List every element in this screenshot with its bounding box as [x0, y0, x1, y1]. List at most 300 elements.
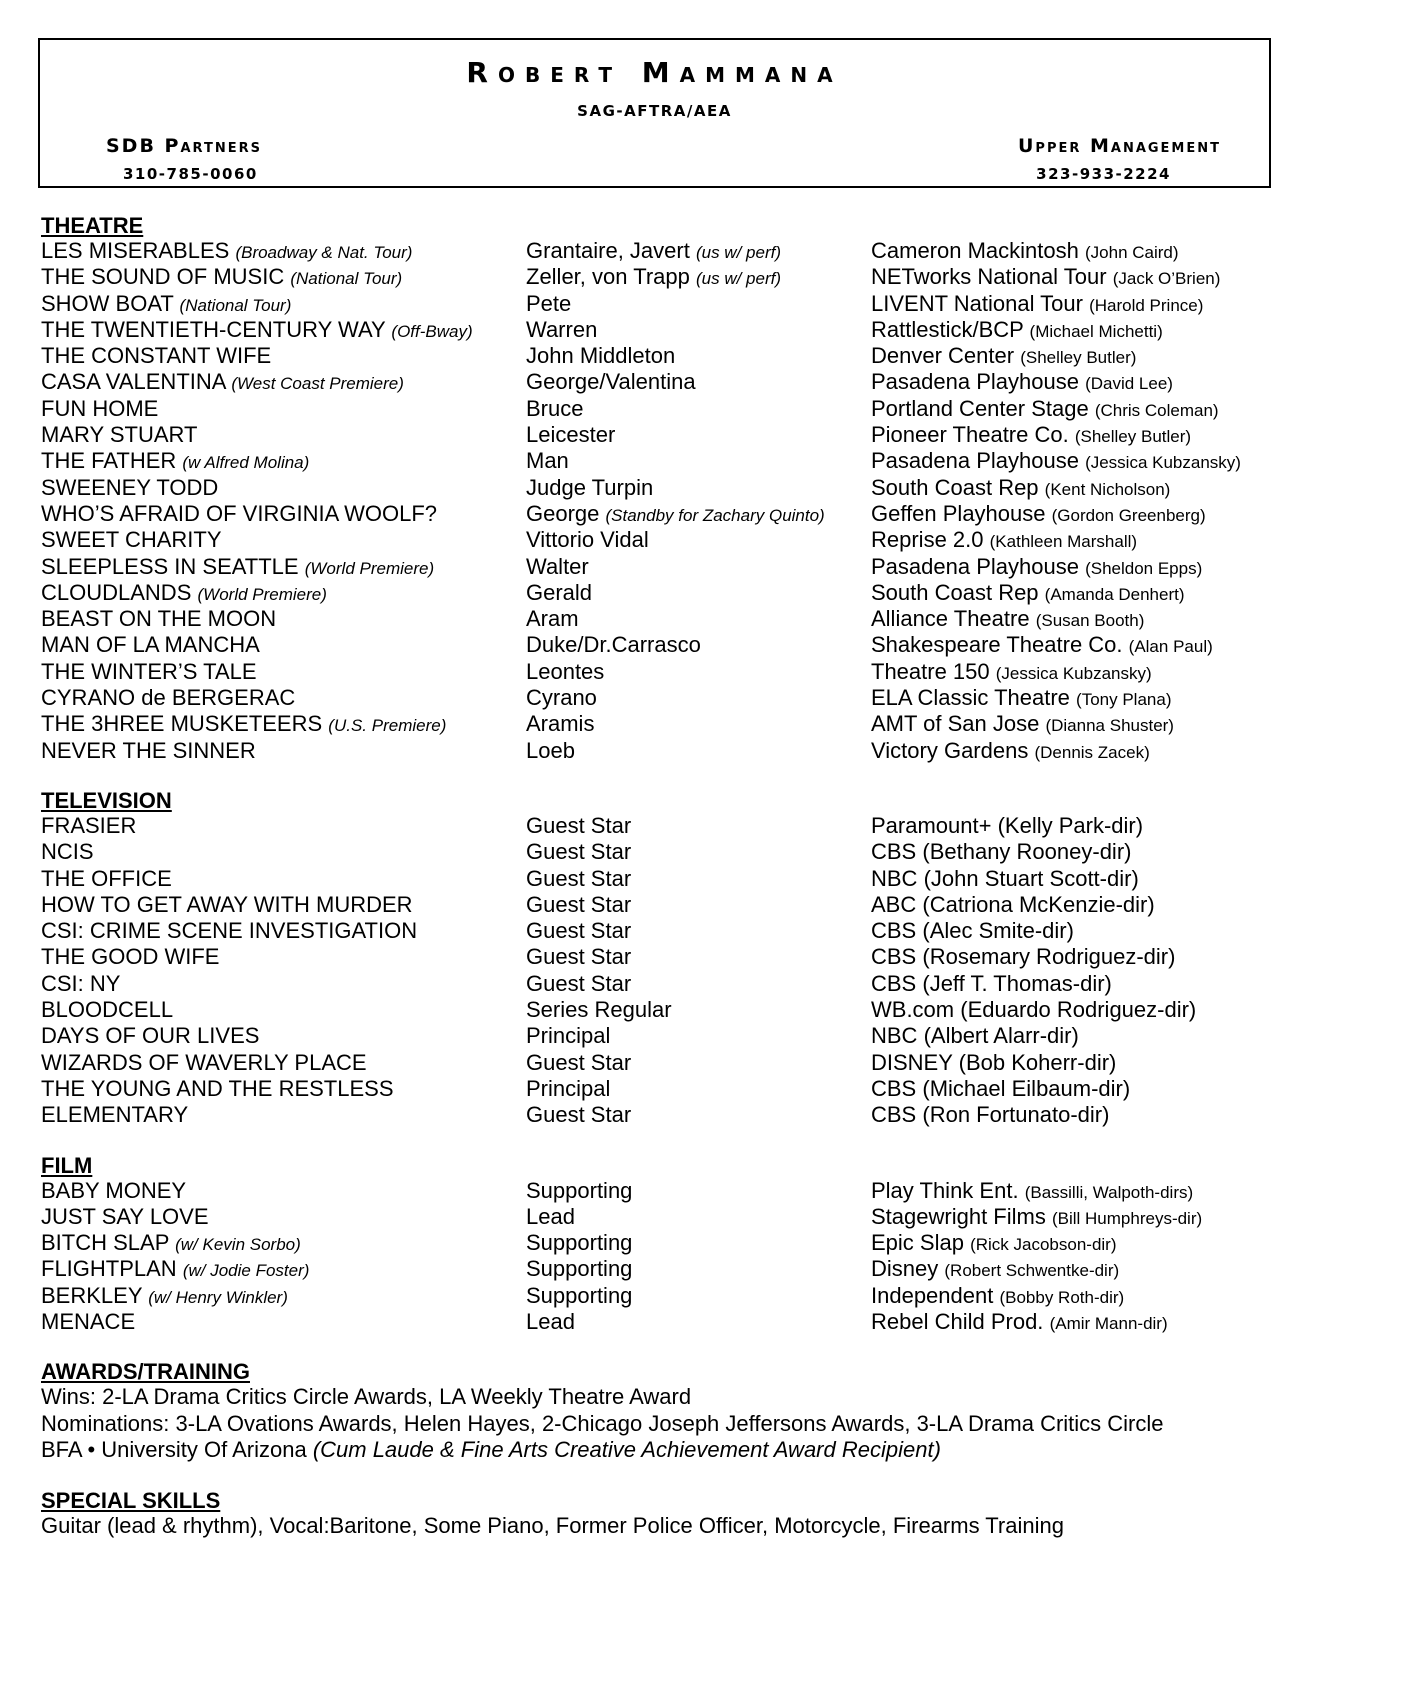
network-name: CBS — [871, 1075, 917, 1101]
show-title: DAYS OF OUR LIVES — [41, 1023, 260, 1049]
film-row — [41, 1178, 1281, 1204]
network-name: NBC — [871, 865, 918, 891]
theatre-row — [41, 501, 1281, 527]
union-affiliations: SAG-AFTRA/AEA — [577, 102, 732, 120]
awards-section — [41, 1359, 1281, 1464]
production-title: THE CONSTANT WIFE — [41, 343, 272, 369]
venue-name: ELA Classic Theatre — [871, 685, 1070, 711]
theatre-row — [41, 369, 1281, 395]
production-cell — [41, 422, 197, 448]
production-title: THE TWENTIETH-CENTURY WAY — [41, 316, 386, 342]
network-name: CBS — [871, 839, 917, 865]
role-cell — [526, 971, 631, 997]
production-title: WHO’S AFRAID OF VIRGINIA WOOLF? — [41, 500, 438, 526]
studio-name: Epic Slap — [871, 1230, 964, 1256]
theatre-row — [41, 554, 1281, 580]
role-cell — [526, 606, 579, 632]
studio-cell — [871, 1283, 1124, 1311]
production-cell — [41, 659, 257, 685]
theatre-row — [41, 448, 1281, 474]
film-note: (w/ Henry Winkler) — [148, 1287, 288, 1307]
role-cell — [526, 1230, 632, 1256]
role-name: Man — [526, 448, 569, 474]
production-title: THE 3HREE MUSKETEERS — [41, 711, 323, 737]
studio-cell — [871, 1230, 1117, 1258]
role-name: Guest Star — [526, 1102, 632, 1128]
production-title: SWEENEY TODD — [41, 474, 219, 500]
director-name: (Jessica Kubzansky) — [995, 663, 1152, 683]
network-cell — [871, 892, 1155, 918]
show-title: THE YOUNG AND THE RESTLESS — [41, 1075, 394, 1101]
venue-cell — [871, 448, 1241, 476]
production-note: (U.S. Premiere) — [328, 716, 447, 736]
network-cell — [871, 944, 1175, 970]
role-name: Supporting — [526, 1256, 633, 1282]
role-cell — [526, 291, 571, 317]
production-cell — [41, 580, 327, 608]
role-note: (us w/ perf) — [695, 243, 781, 262]
production-title: CYRANO de BERGERAC — [41, 685, 296, 711]
network-cell — [871, 1050, 1116, 1076]
theatre-row — [41, 343, 1281, 369]
show-cell — [41, 971, 120, 997]
director-name: (Rick Jacobson-dir) — [970, 1235, 1117, 1255]
show-title: FRASIER — [41, 812, 137, 838]
skills-heading: SPECIAL SKILLS — [41, 1487, 221, 1513]
venue-name: Reprise 2.0 — [871, 527, 984, 553]
show-title: NCIS — [41, 839, 94, 865]
role-name: Pete — [526, 290, 572, 316]
venue-cell — [871, 527, 1137, 555]
television-row — [41, 997, 1281, 1023]
role-cell — [526, 396, 583, 422]
director-name: (Bethany Rooney-dir) — [922, 839, 1132, 865]
role-cell — [526, 1050, 631, 1076]
production-note: (National Tour) — [179, 295, 292, 315]
resume-header — [38, 38, 1271, 188]
director-name: (Jessica Kubzansky) — [1085, 453, 1241, 473]
role-cell — [526, 659, 604, 685]
role-cell — [526, 501, 825, 529]
theatre-row — [41, 632, 1281, 658]
production-note: (World Premiere) — [197, 584, 327, 604]
production-title: THE WINTER’S TALE — [41, 658, 257, 684]
studio-cell — [871, 1256, 1119, 1284]
director-name: (David Lee) — [1085, 374, 1173, 394]
venue-cell — [871, 343, 1136, 371]
director-name: (Gordon Greenberg) — [1051, 505, 1206, 525]
film-cell — [41, 1309, 135, 1335]
role-cell — [526, 866, 631, 892]
role-name: Guest Star — [526, 944, 632, 970]
production-cell — [41, 711, 446, 739]
network-name: DISNEY — [871, 1049, 953, 1075]
role-cell — [526, 264, 781, 292]
production-title: SWEET CHARITY — [41, 527, 222, 553]
role-cell — [526, 317, 597, 343]
role-cell — [526, 238, 781, 266]
production-title: CASA VALENTINA — [41, 369, 226, 395]
network-cell — [871, 997, 1196, 1023]
venue-cell — [871, 475, 1170, 503]
role-name: Principal — [526, 1023, 611, 1049]
role-name: Guest Star — [526, 970, 632, 996]
director-name: (Catriona McKenzie-dir) — [922, 891, 1155, 917]
role-cell — [526, 343, 675, 369]
show-title: CSI: CRIME SCENE INVESTIGATION — [41, 918, 418, 944]
role-name: Guest Star — [526, 839, 632, 865]
show-title: CSI: NY — [41, 970, 121, 996]
production-title: THE SOUND OF MUSIC — [41, 264, 285, 290]
film-title: BITCH SLAP — [41, 1230, 169, 1256]
film-title: FLIGHTPLAN — [41, 1256, 177, 1282]
studio-name: Independent — [871, 1282, 994, 1308]
network-cell — [871, 1076, 1130, 1102]
role-name: Cyrano — [526, 685, 597, 711]
theatre-heading: THEATRE — [41, 213, 144, 238]
film-cell — [41, 1256, 309, 1284]
role-name: Walter — [526, 553, 589, 579]
venue-name: Portland Center Stage — [871, 395, 1089, 421]
production-title: CLOUDLANDS — [41, 579, 192, 605]
theatre-row — [41, 738, 1281, 764]
show-cell — [41, 1102, 188, 1128]
television-row — [41, 918, 1281, 944]
director-name: (Dennis Zacek) — [1034, 742, 1150, 762]
theatre-row — [41, 317, 1281, 343]
show-cell — [41, 1050, 367, 1076]
management-phone: 323-933-2224 — [1036, 165, 1171, 183]
television-row — [41, 1050, 1281, 1076]
show-cell — [41, 813, 136, 839]
theatre-row — [41, 396, 1281, 422]
theatre-row — [41, 685, 1281, 711]
education-line — [41, 1437, 1281, 1464]
venue-name: Alliance Theatre — [871, 606, 1030, 632]
film-note: (w/ Kevin Sorbo) — [175, 1235, 301, 1255]
television-credits — [41, 813, 1281, 1129]
director-name: (Shelley Butler) — [1074, 427, 1192, 447]
television-row — [41, 813, 1281, 839]
production-title: SLEEPLESS IN SEATTLE — [41, 553, 299, 579]
role-name: John Middleton — [526, 343, 676, 369]
television-heading: TELEVISION — [41, 787, 172, 813]
television-row — [41, 944, 1281, 970]
venue-name: Pasadena Playhouse — [871, 369, 1079, 395]
venue-name: AMT of San Jose — [871, 711, 1040, 737]
film-cell — [41, 1283, 288, 1311]
production-cell — [41, 632, 260, 658]
studio-cell — [871, 1309, 1168, 1337]
role-name: Guest Star — [526, 812, 632, 838]
show-cell — [41, 997, 173, 1023]
director-name: (Harold Prince) — [1089, 295, 1204, 315]
role-name: Judge Turpin — [526, 474, 654, 500]
studio-cell — [871, 1204, 1202, 1232]
network-cell — [871, 813, 1143, 839]
role-name: Gerald — [526, 579, 593, 605]
film-title: BABY MONEY — [41, 1177, 187, 1203]
film-cell — [41, 1178, 186, 1204]
director-name: (Albert Alarr-dir) — [923, 1023, 1079, 1049]
production-note: (w Alfred Molina) — [182, 453, 310, 473]
director-name: (Alec Smite-dir) — [922, 918, 1074, 944]
production-title: NEVER THE SINNER — [41, 737, 256, 763]
production-cell — [41, 291, 291, 319]
role-name: Grantaire, Javert — [526, 238, 690, 263]
production-title: SHOW BOAT — [41, 290, 174, 316]
television-row — [41, 839, 1281, 865]
production-cell — [41, 738, 256, 764]
role-cell — [526, 475, 653, 501]
role-cell — [526, 632, 701, 658]
production-cell — [41, 264, 402, 292]
network-name: CBS — [871, 970, 917, 996]
venue-name: Pioneer Theatre Co. — [871, 422, 1069, 448]
role-cell — [526, 448, 569, 474]
film-title: MENACE — [41, 1308, 136, 1334]
production-cell — [41, 396, 158, 422]
role-cell — [526, 685, 597, 711]
film-row — [41, 1230, 1281, 1256]
theatre-row — [41, 606, 1281, 632]
venue-name: Theatre 150 — [871, 658, 990, 684]
venue-cell — [871, 580, 1185, 608]
venue-cell — [871, 291, 1203, 319]
role-cell — [526, 1102, 631, 1128]
role-cell — [526, 892, 631, 918]
director-name: (Michael Eilbaum-dir) — [922, 1075, 1131, 1101]
network-name: CBS — [871, 944, 917, 970]
role-name: Lead — [526, 1203, 575, 1229]
venue-cell — [871, 238, 1179, 266]
director-name: (Jack O’Brien) — [1112, 269, 1221, 289]
role-name: Series Regular — [526, 997, 672, 1023]
theatre-row — [41, 580, 1281, 606]
production-cell — [41, 685, 295, 711]
studio-name: Stagewright Films — [871, 1203, 1046, 1229]
role-cell — [526, 944, 631, 970]
film-title: BERKLEY — [41, 1282, 143, 1308]
film-title: JUST SAY LOVE — [41, 1203, 209, 1229]
show-cell — [41, 944, 219, 970]
director-name: (Robert Schwentke-dir) — [944, 1261, 1120, 1281]
role-name: Aramis — [526, 711, 595, 737]
venue-cell — [871, 422, 1191, 450]
network-cell — [871, 971, 1112, 997]
role-cell — [526, 918, 631, 944]
director-name: (Eduardo Rodriguez-dir) — [960, 997, 1197, 1023]
show-title: ELEMENTARY — [41, 1102, 189, 1128]
film-row — [41, 1283, 1281, 1309]
show-title: THE GOOD WIFE — [41, 944, 220, 970]
venue-name: Pasadena Playhouse — [871, 553, 1079, 579]
production-cell — [41, 475, 218, 501]
network-cell — [871, 918, 1074, 944]
theatre-row — [41, 711, 1281, 737]
production-cell — [41, 369, 404, 397]
director-name: (Bill Humphreys-dir) — [1051, 1208, 1203, 1228]
production-cell — [41, 238, 412, 266]
role-cell — [526, 1076, 610, 1102]
education-degree: BFA • University Of Arizona — [41, 1437, 307, 1463]
director-name: (Ron Fortunato-dir) — [922, 1102, 1110, 1128]
venue-cell — [871, 554, 1202, 582]
theatre-credits — [41, 238, 1281, 764]
television-row — [41, 866, 1281, 892]
director-name: (Kelly Park-dir) — [997, 812, 1144, 838]
role-cell — [526, 1204, 575, 1230]
venue-cell — [871, 264, 1220, 292]
production-cell — [41, 343, 271, 369]
role-name: Bruce — [526, 395, 584, 421]
role-name: George/Valentina — [526, 369, 696, 395]
television-row — [41, 1102, 1281, 1128]
director-name: (John Stuart Scott-dir) — [923, 865, 1139, 891]
role-cell — [526, 738, 575, 764]
television-row — [41, 1076, 1281, 1102]
role-cell — [526, 527, 649, 553]
role-name: Supporting — [526, 1230, 633, 1256]
role-name: Vittorio Vidal — [526, 527, 649, 553]
awards-wins: Wins: 2-LA Drama Critics Circle Awards, LA Weekly Theatre Award — [41, 1384, 692, 1410]
venue-cell — [871, 369, 1173, 397]
role-name: Guest Star — [526, 865, 632, 891]
role-name: Guest Star — [526, 1049, 632, 1075]
director-name: (Bassilli, Walpoth-dirs) — [1024, 1182, 1194, 1202]
venue-cell — [871, 606, 1144, 634]
role-cell — [526, 369, 696, 395]
network-name: CBS — [871, 1102, 917, 1128]
studio-name: Rebel Child Prod. — [871, 1308, 1044, 1334]
television-section — [41, 788, 1281, 1129]
television-row — [41, 1023, 1281, 1049]
role-cell — [526, 1256, 632, 1282]
network-name: Paramount+ — [871, 812, 992, 838]
network-name: ABC — [871, 891, 917, 917]
show-cell — [41, 1023, 259, 1049]
director-name: (Michael Michetti) — [1029, 321, 1163, 341]
role-cell — [526, 554, 589, 580]
film-credits — [41, 1178, 1281, 1336]
agent-phone: 310-785-0060 — [123, 165, 258, 183]
skills-section — [41, 1488, 1281, 1540]
production-title: THE FATHER — [41, 448, 177, 474]
role-name: Loeb — [526, 737, 575, 763]
role-cell — [526, 997, 672, 1023]
role-name: Supporting — [526, 1177, 633, 1203]
production-cell — [41, 448, 309, 476]
director-name: (Bobby Roth-dir) — [999, 1287, 1125, 1307]
venue-name: Pasadena Playhouse — [871, 448, 1079, 474]
role-name: Lead — [526, 1308, 575, 1334]
show-title: WIZARDS OF WAVERLY PLACE — [41, 1049, 367, 1075]
film-row — [41, 1204, 1281, 1230]
role-cell — [526, 1023, 610, 1049]
role-name: Leontes — [526, 658, 605, 684]
director-name: (Bob Koherr-dir) — [958, 1049, 1117, 1075]
role-name: Duke/Dr.Carrasco — [526, 632, 701, 658]
venue-name: Victory Gardens — [871, 737, 1029, 763]
show-cell — [41, 892, 413, 918]
role-name: George — [526, 500, 600, 526]
venue-cell — [871, 685, 1171, 713]
production-title: FUN HOME — [41, 395, 159, 421]
studio-cell — [871, 1178, 1193, 1206]
role-cell — [526, 1178, 632, 1204]
resume-body — [41, 213, 1281, 1563]
director-name: (Shelley Butler) — [1020, 348, 1137, 368]
role-cell — [526, 711, 594, 737]
role-name: Supporting — [526, 1282, 633, 1308]
film-row — [41, 1309, 1281, 1335]
awards-heading: AWARDS/TRAINING — [41, 1359, 250, 1385]
director-name: (Alan Paul) — [1128, 637, 1213, 657]
director-name: (Sheldon Epps) — [1085, 558, 1203, 578]
show-title: BLOODCELL — [41, 997, 174, 1023]
venue-name: Rattlestick/BCP — [871, 316, 1024, 342]
network-cell — [871, 866, 1139, 892]
film-row — [41, 1256, 1281, 1282]
venue-name: South Coast Rep — [871, 474, 1039, 500]
venue-name: Denver Center — [871, 343, 1015, 369]
show-title: HOW TO GET AWAY WITH MURDER — [41, 891, 413, 917]
theatre-row — [41, 264, 1281, 290]
role-name: Principal — [526, 1075, 611, 1101]
venue-cell — [871, 501, 1206, 529]
theatre-row — [41, 422, 1281, 448]
agent-name: SDB Partners — [106, 135, 262, 157]
director-name: (Jeff T. Thomas-dir) — [922, 970, 1112, 996]
network-cell — [871, 839, 1131, 865]
production-cell — [41, 501, 437, 527]
role-name: Guest Star — [526, 918, 632, 944]
film-cell — [41, 1230, 301, 1258]
education-note: (Cum Laude & Fine Arts Creative Achievement Award Recipient) — [312, 1437, 941, 1463]
role-name: Warren — [526, 316, 598, 342]
venue-cell — [871, 317, 1163, 345]
role-note: (us w/ perf) — [696, 269, 782, 289]
role-cell — [526, 839, 631, 865]
director-name: (John Caird) — [1085, 243, 1179, 262]
studio-name: Play Think Ent. — [871, 1177, 1019, 1203]
theatre-row — [41, 475, 1281, 501]
director-name: (Kent Nicholson) — [1044, 479, 1171, 499]
network-cell — [871, 1102, 1109, 1128]
production-cell — [41, 606, 276, 632]
venue-name: South Coast Rep — [871, 579, 1039, 605]
role-cell — [526, 1309, 575, 1335]
venue-name: LIVENT National Tour — [871, 290, 1083, 316]
role-note: (Standby for Zachary Quinto) — [605, 505, 825, 525]
production-note: (National Tour) — [290, 269, 403, 289]
actor-name: Robert Mammana — [466, 56, 843, 89]
production-note: (Off-Bway) — [391, 321, 473, 341]
skills-list: Guitar (lead & rhythm), Vocal:Baritone, Some Piano, Former Police Officer, Motorcycle, Firearms Training — [41, 1512, 1064, 1538]
role-name: Aram — [526, 606, 579, 632]
role-cell — [526, 1283, 632, 1309]
director-name: (Kathleen Marshall) — [989, 532, 1138, 552]
production-note: (Broadway & Nat. Tour) — [235, 243, 413, 262]
director-name: (Amanda Denhert) — [1044, 584, 1185, 604]
role-name: Guest Star — [526, 891, 632, 917]
management-name: Upper Management — [1017, 135, 1221, 157]
network-name: WB.com — [871, 997, 955, 1023]
role-name: Leicester — [526, 422, 616, 448]
venue-name: NETworks National Tour — [871, 264, 1107, 290]
theatre-section — [41, 213, 1281, 764]
film-section — [41, 1153, 1281, 1336]
